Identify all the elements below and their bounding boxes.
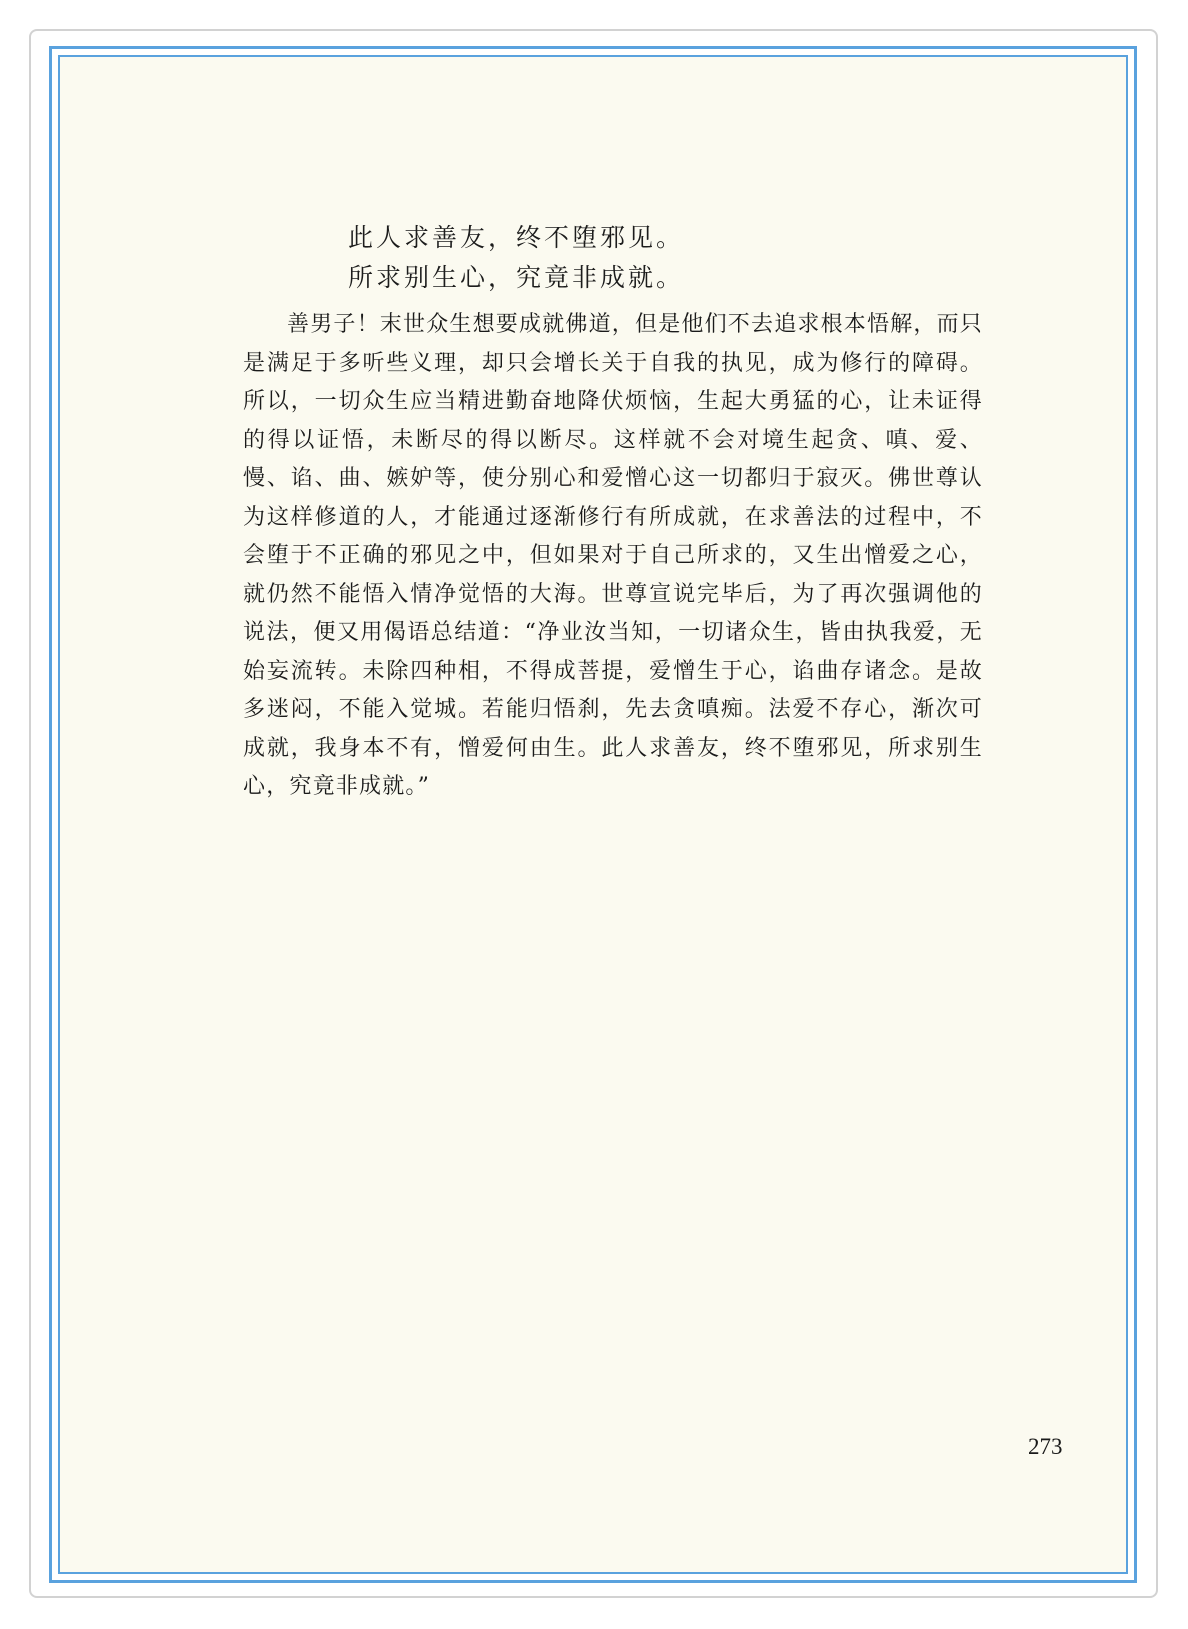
verse-line-1: 此人求善友，终不堕邪见。 [348,223,685,252]
verse-block [348,218,684,298]
body-paragraph: 善男子！末世众生想要成就佛道，但是他们不去追求根本悟解，而只是满足于多听些义理，却只会增长关于自我的执见，成为修行的障碍。所以，一切众生应当精进勤奋地降伏烦恼，生起大勇猛的心，让未证得的得以证悟，未断尽的得以断尽。这样就不会对境生起贪、嗔、爱、慢、谄、曲、嫉妒等，使分别心和爱憎心这一切都归于寂灭。佛世尊认为这样修道的人，才能通过逐渐修行有所成就，在求善法的过程中，不会堕于不正确的邪见之中，但如果对于自己所求的，又生出憎爱之心，就仍然不能悟入情净觉悟的大海。世尊宣说完毕后，为了再次强调他的说法，便又用偈语总结道：“净业汝当知，一切诸众生，皆由执我爱，无始妄流转。未除四种相，不得成菩提，爱憎生于心，谄曲存诸念。是故多迷闷，不能入觉城。若能归悟刹，先去贪嗔痴。法爱不存心，渐次可成就，我身本不有，憎爱何由生。此人求善友，终不堕邪见，所求别生心，究竟非成就。” [243,312,984,799]
page-number: 273 [1028,1434,1063,1459]
verse-line-2: 所求别生心，究竟非成就。 [348,263,685,292]
